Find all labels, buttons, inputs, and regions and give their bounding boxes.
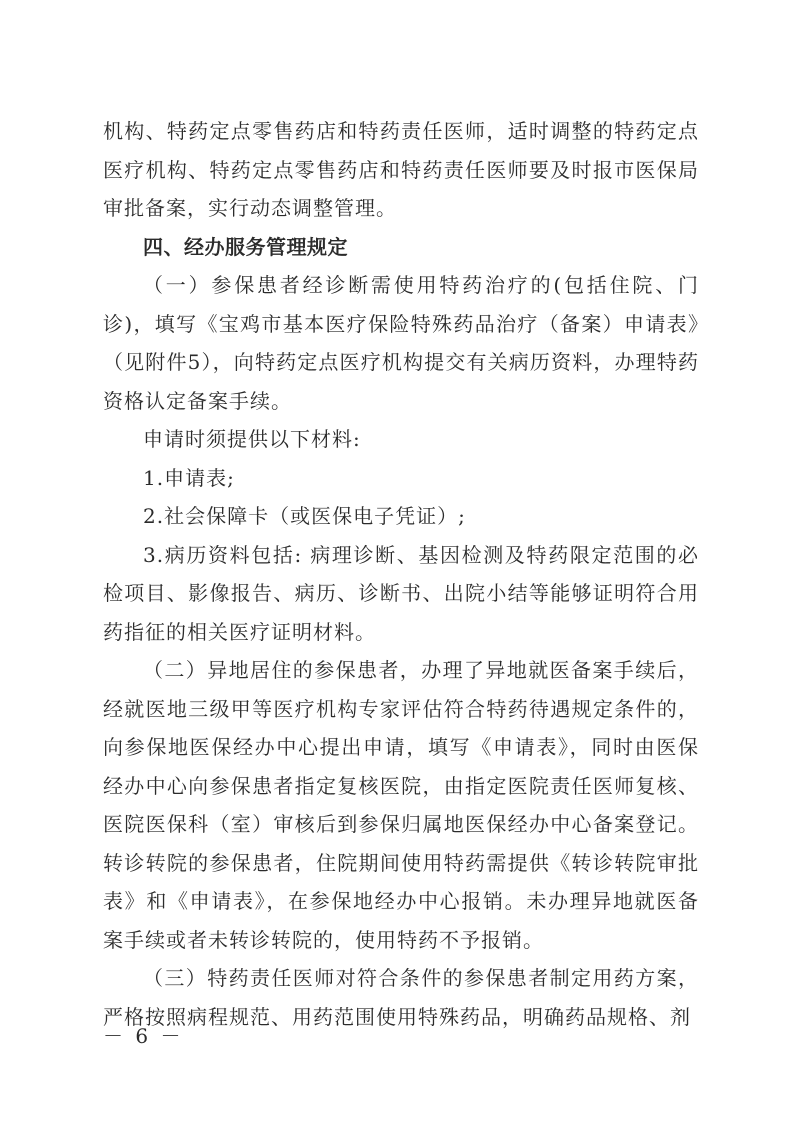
list-item-material-1: 1.申请表; — [143, 465, 235, 490]
list-item-material-3: 3.病历资料包括: 病理诊断、基因检测及特药限定范围的必检项目、影像报告、病历、诊断书、出院小结等能够证明符合用药指征的相关医疗证明材料。 — [103, 542, 699, 644]
paragraph-materials-intro: 申请时须提供以下材料: — [143, 427, 361, 451]
paragraph-continuation: 机构、特药定点零售药店和特药责任医师，适时调整的特药定点医疗机构、特药定点零售药店和特药责任医师要及时报市医保局审批备案，实行动态调整管理。 — [103, 119, 699, 220]
paragraph-item-three: （三）特药责任医师对符合条件的参保患者制定用药方案，严格按照病程规范、用药范围使用特殊药品，明确药品规格、剂 — [103, 966, 699, 1029]
page-number: － 6 － — [103, 1024, 184, 1048]
paragraph-item-one: （一）参保患者经诊断需使用特药治疗的(包括住院、门诊)，填写《宝鸡市基本医疗保险特殊药品治疗（备案）申请表》（见附件5），向特药定点医疗机构提交有关病历资料，办理特药资格认定备案手续。 — [103, 273, 699, 413]
document-body — [103, 112, 699, 1036]
list-item-material-2: 2.社会保障卡（或医保电子凭证）; — [143, 504, 466, 528]
paragraph-item-two: （二）异地居住的参保患者，办理了异地就医备案手续后，经就医地三级甲等医疗机构专家评估符合特药待遇规定条件的，向参保地医保经办中心提出申请，填写《申请表》，同时由医保经办中心向参保患者指定复核医院，由指定医院责任医师复核、医院医保科（室）审核后到参保归属地医保经办中心备案登记。转诊转院的参保患者，住院期间使用特药需提供《转诊转院审批表》和《申请表》，在参保地经办中心报销。未办理异地就医备案手续或者未转诊转院的，使用特药不予报销。 — [103, 658, 699, 952]
section-heading: 四、经办服务管理规定 — [143, 234, 348, 259]
